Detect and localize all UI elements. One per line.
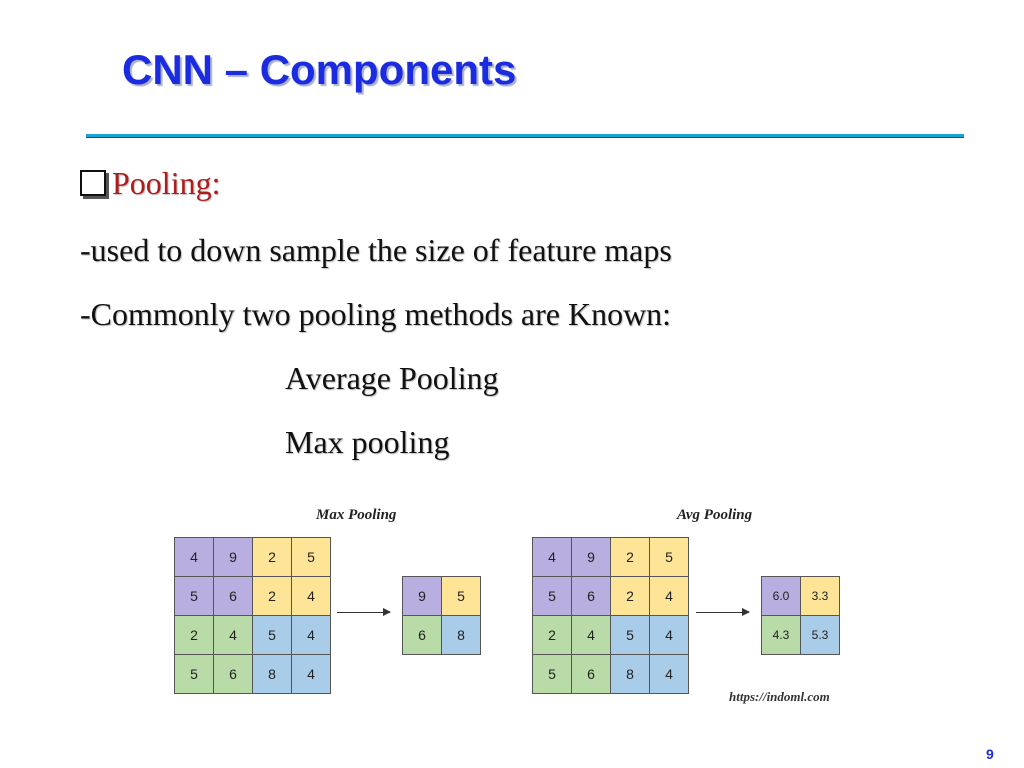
input-cell: 6 [572, 577, 611, 616]
output-cell: 9 [403, 577, 442, 616]
input-cell: 4 [292, 655, 331, 694]
input-cell: 6 [214, 655, 253, 694]
input-cell: 4 [650, 577, 689, 616]
bullet-line-2: -Commonly two pooling methods are Known: [80, 296, 672, 332]
method-max: Max pooling [285, 424, 450, 460]
figure-credit: https://indoml.com [729, 689, 830, 704]
input-cell: 6 [572, 655, 611, 694]
checkbox-bullet-icon [80, 170, 106, 196]
input-cell: 5 [292, 538, 331, 577]
max-output-grid [402, 576, 481, 655]
max-arrow-icon [337, 612, 390, 613]
slide-title: CNN – Components [122, 46, 517, 93]
input-cell: 4 [214, 616, 253, 655]
max-input-grid [174, 537, 331, 694]
input-cell: 5 [175, 577, 214, 616]
input-cell: 5 [253, 616, 292, 655]
input-cell: 2 [175, 616, 214, 655]
input-cell: 2 [253, 577, 292, 616]
input-cell: 5 [611, 616, 650, 655]
input-cell: 8 [253, 655, 292, 694]
output-cell: 5 [442, 577, 481, 616]
bullet-line-1: -used to down sample the size of feature maps [80, 232, 672, 268]
input-cell: 8 [611, 655, 650, 694]
input-cell: 4 [650, 655, 689, 694]
output-cell: 6.0 [762, 577, 801, 616]
input-cell: 2 [253, 538, 292, 577]
output-cell: 8 [442, 616, 481, 655]
input-cell: 5 [533, 655, 572, 694]
method-average: Average Pooling [285, 360, 499, 396]
max-pooling-title: Max Pooling [316, 507, 397, 523]
input-cell: 9 [572, 538, 611, 577]
avg-output-grid [761, 576, 840, 655]
input-cell: 2 [611, 577, 650, 616]
page-number: 9 [986, 746, 994, 762]
output-cell: 6 [403, 616, 442, 655]
input-cell: 4 [533, 538, 572, 577]
avg-arrow-icon [696, 612, 749, 613]
input-cell: 4 [175, 538, 214, 577]
input-cell: 6 [214, 577, 253, 616]
avg-input-grid [532, 537, 689, 694]
input-cell: 4 [572, 616, 611, 655]
input-cell: 9 [214, 538, 253, 577]
input-cell: 4 [650, 616, 689, 655]
input-cell: 2 [533, 616, 572, 655]
output-cell: 4.3 [762, 616, 801, 655]
title-divider-shadow [86, 137, 964, 138]
input-cell: 5 [650, 538, 689, 577]
pooling-heading-label: Pooling: [112, 165, 221, 201]
input-cell: 5 [533, 577, 572, 616]
output-cell: 3.3 [801, 577, 840, 616]
input-cell: 2 [611, 538, 650, 577]
avg-pooling-title: Avg Pooling [677, 507, 753, 523]
input-cell: 4 [292, 577, 331, 616]
input-cell: 4 [292, 616, 331, 655]
pooling-heading [80, 165, 220, 202]
input-cell: 5 [175, 655, 214, 694]
output-cell: 5.3 [801, 616, 840, 655]
